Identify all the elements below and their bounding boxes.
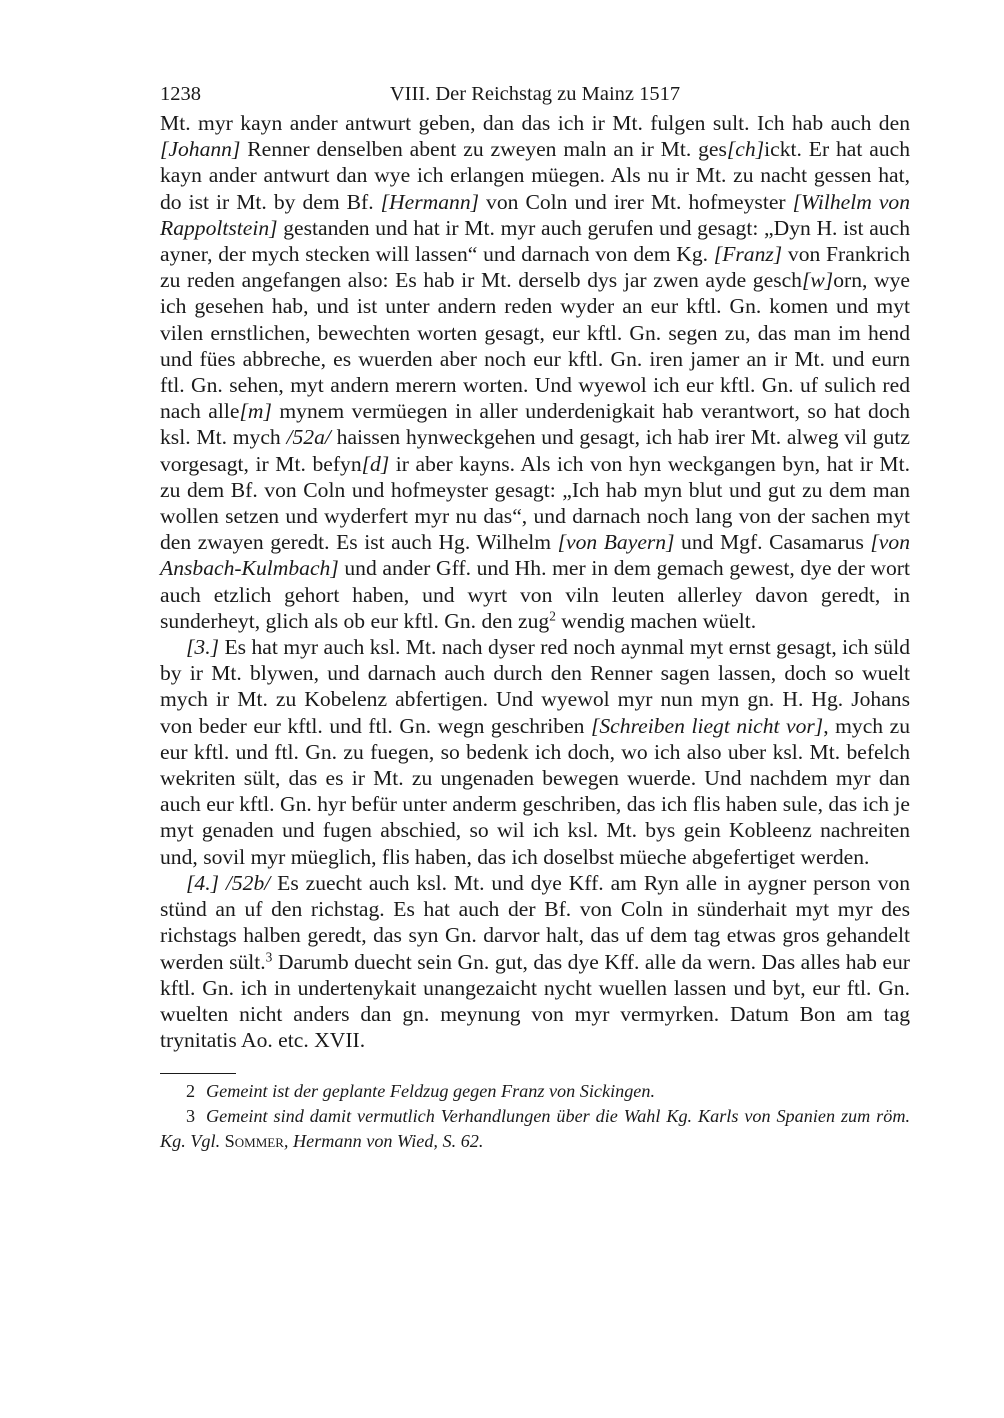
editorial-insertion: [Johann] <box>160 137 241 162</box>
body-text <box>160 110 910 1053</box>
editorial-insertion: [Wilhelm von Rappoltstein] <box>160 189 910 240</box>
paragraph-2: [3.] Es hat myr auch ksl. Mt. nach dyser red noch aynmal myt ernst gesagt, ich süld by ir Mt. blywen, und darnach auch durch den Renner sagen lassen, doch so wuelt mych ir Mt. zu Kobelenz abfertigen. Und wyewol myr nun myn gn. H. Hg. Johans von beder eur kftl. und ftl. Gn. wegn geschriben [Schreiben liegt nicht vor], mych zu eur kftl. und ftl. Gn. zu fuegen, so bedenk ich doch, wo ich also uber ksl. Mt. befelch wekriten sült, das es ir Mt. zu ungenaden bewegen wuerde. Und nachdem myr dan auch eur kftl. Gn. hyr befür unter anderm geschriben, das ich flis haben sule, das ich je myt genaden und fugen abschied, so wil ich ksl. Mt. bys gein Kobleenz nachreiten und, sovil myr müeglich, flis haben, das ich doselbst müeche abgefertiget werden. <box>160 635 910 869</box>
footnote-mark: 2 <box>186 1081 196 1102</box>
footnote-mark: 3 <box>186 1105 196 1126</box>
footnote-divider <box>160 1073 236 1074</box>
editorial-insertion: [Hermann] <box>380 189 480 214</box>
editorial-insertion: [w] <box>801 268 834 293</box>
footnote-reference-2[interactable]: 2 <box>549 608 556 624</box>
paragraph-1: Mt. myr kayn ander antwurt geben, dan das ich ir Mt. fulgen sult. Ich hab auch den [Johann] Renner denselben abent zu zweyen maln an ir Mt. ges[ch]ickt. Er hat auch kayn ander antwurt dan wye ich erlangen müegen. Als nu ir Mt. zu nacht gessen hat, do ist ir Mt. by dem Bf. [Hermann] von Coln und irer Mt. hofmeyster [Wilhelm von Rappoltstein] gestanden und hat ir Mt. myr auch gerufen und gesagt: „Dyn H. ist auch ayner, der mych stecken will lassen“ und darnach von dem Kg. [Franz] von Frankrich zu reden angefangen also: Es hab ir Mt. derselb dys jar zwen ayde gesch[w]orn, wye ich gesehen hab, und ist unter andern reden wyder an eur kftl. Gn. komen und myt vilen ernstlichen, bewechten worten gesagt, eur kftl. Gn. segen zu, das man im hend und fües abbreche, es wuerden aber noch eur kftl. Gn. iren jamer an ir Mt. und eurn ftl. Gn. sehen, myt andern merern worten. Und wyewol ich eur kftl. Gn. uf sulich red nach alle[m] mynem vermüegen in aller underdenigkait hab verantwort, so hat doch ksl. Mt. mych /52a/ haissen hynweckgehen und gesagt, ich hab irer Mt. alweg vil gutz vorgesagt, ir Mt. befyn[d] ir aber kayns. Als ich von hyn weckgangen byn, hat ir Mt. zu dem Bf. von Coln und hofmeyster gesagt: „Ich hab myn blut und gut zu dem man wollen setzen und wyderfert myr nu das“, und darnach noch lang von der sachen myt den zwayen geredt. Es ist auch Hg. Wilhelm [von Bayern] und Mgf. Casamarus [von Ansbach-Kulmbach] und ander Gff. und Hh. mer in dem gemach gewest, dye der wort auch etzlich gehort haben, und wyrt von viln leuten allerley davon geredt, in sunderheyt, glich als ob eur kftl. Gn. den zug$^2$ wendig machen wüelt. <box>160 111 911 633</box>
editorial-insertion: [Franz] <box>713 242 783 267</box>
editorial-insertion: [Schreiben liegt nicht vor] <box>590 713 824 738</box>
running-title: VIII. Der Reichstag zu Mainz 1517 <box>389 83 681 105</box>
editorial-insertion: [m] <box>239 399 272 424</box>
section-number: [3.] <box>186 635 220 660</box>
footnote-reference-3[interactable]: 3 <box>265 949 273 965</box>
running-head <box>160 78 910 110</box>
footnotes <box>160 1079 910 1153</box>
footnote-2: 2 Gemeint ist der geplante Feldzug gegen Franz von Sickingen. <box>160 1079 910 1104</box>
page-number: 1238 <box>160 83 201 105</box>
page <box>160 78 910 1153</box>
folio-marker: /52a/ <box>286 425 331 450</box>
editorial-insertion: [ch] <box>726 137 765 162</box>
paragraph-3: [4.] /52b/ Es zuecht auch ksl. Mt. und dye Kff. am Ryn alle in aygner person von stünd an uf den richstag. Es hat auch der Bf. von Coln in sünderhait myt myr des richstags halben geredt, das syn Gn. darvor halt, das uf dem tag etwas gros gehandelt werden sült.$^3$ Darumb duecht sein Gn. gut, das dye Kff. alle da wern. Das alles hab eur kftl. Gn. ich in undertenykait unangezaicht nycht wuellen lassen und byt, eur ftl. Gn. wuelten nicht anders dan gn. meynung von myr vermyrken. Datum Bon am tag trynitatis Ao. etc. XVII. <box>160 870 910 1053</box>
footnote-3: 3 Gemeint sind damit vermutlich Verhandlungen über die Wahl Kg. Karls von Spanien zum röm. Kg. Vgl. Sommer, Hermann von Wied, S. 62. <box>160 1105 910 1151</box>
editorial-insertion: [von Bayern] <box>557 530 675 555</box>
section-number: [4.] /52b/ <box>186 870 271 895</box>
editorial-insertion: [von Ansbach-Kulmbach] <box>160 530 910 581</box>
author-name: Sommer <box>224 1130 284 1151</box>
editorial-insertion: [d] <box>361 451 390 476</box>
